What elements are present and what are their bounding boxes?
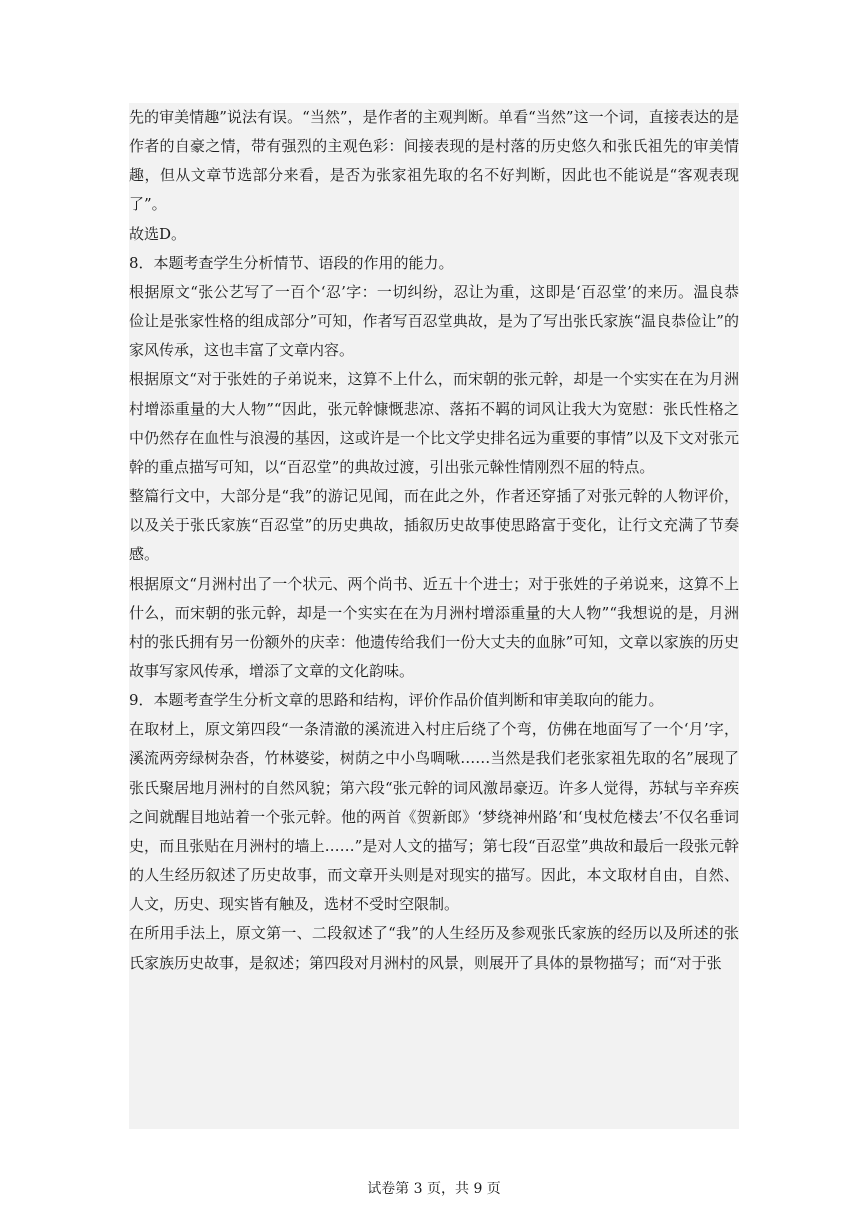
- question-heading: 9．本题考查学生分析文章的思路和结构，评价作品价值判断和审美取向的能力。: [129, 691, 664, 710]
- paragraph: 根据原文“月洲村出了一个状元、两个尚书、近五十个进士；对于张姓的子弟说来，这算不上什么，而宋朝的张元幹，却是一个实实在在为月洲村增添重量的大人物”“我想说的是，月洲村的张氏拥有另一份额外的庆幸：他遗传给我们一份大丈夫的血脉”可知，文章以家族的历史故事写家风传承，增添了文章的文化韵味。: [129, 574, 739, 680]
- paragraph: 在所用手法上，原文第一、二段叙述了“我”的人生经历及参观张氏家族的经历以及所述的张氏家族历史故事，是叙述；第四段对月洲村的风景，则展开了具体的景物描写；而“对于张: [129, 924, 739, 972]
- paragraph: 整篇行文中，大部分是“我”的游记见闻，而在此之外，作者还穿插了对张元幹的人物评价，以及关于张氏家族“百忍堂”的历史典故，插叙历史故事使思路富于变化，让行文充满了节奏感。: [129, 487, 739, 564]
- question-heading: 8．本题考查学生分析情节、语段的作用的能力。: [129, 253, 454, 272]
- answer-text-block: [129, 103, 739, 1129]
- paragraph: 先的审美情趣”说法有误。“当然”，是作者的主观判断。单看“当然”这一个词，直接表达的是作者的自豪之情，带有强烈的主观色彩：间接表现的是村落的历史悠久和张氏祖先的审美情趣，但从文章节选部分来看，是否为张家祖先取的名不好判断，因此也不能说是“客观表现了”。: [129, 108, 739, 214]
- paragraph: 根据原文“张公艺写了一百个‘忍’字：一切纠纷，忍让为重，这即是‘百忍堂’的来历。温良恭俭让是张家性格的组成部分”可知，作者写百忍堂典故，是为了写出张氏家族“温良恭俭让”的家风传承，这也丰富了文章内容。: [129, 282, 739, 360]
- page-footer: 试卷第 3 页，共 9 页: [367, 1181, 501, 1197]
- paragraph: 根据原文“对于张姓的子弟说来，这算不上什么，而宋朝的张元幹，却是一个实实在在为月洲村增添重量的大人物”“因此，张元幹慷慨悲凉、落拓不羁的词风让我大为宽慰：张氏性格之中仍然存在血性与浪漫的基因，这或许是一个比文学史排名远为重要的事情”以及下文对张元幹的重点描写可知，以“百忍堂”的典故过渡，引出张元榦性情刚烈不屈的特点。: [129, 370, 739, 476]
- paragraph: 在取材上，原文第四段“一条清澈的溪流进入村庄后绕了个弯，仿佛在地面写了一个‘月’字，溪流两旁绿树杂沓，竹林婆娑，树荫之中小鸟啁啾……当然是我们老张家祖先取的名”展现了张氏聚居地月洲村的自然风貌；第六段“张元幹的词风激昂豪迈。许多人觉得，苏轼与辛弃疾之间就醒目地站着一个张元幹。他的两首《贺新郎》‘梦绕神州路’和‘曳杖危楼去’不仅名垂词史，而且张贴在月洲村的墙上……”是对人文的描写；第七段“百忍堂”典故和最后一段张元幹的人生经历叙述了历史故事，而文章开头则是对现实的描写。因此，本文取材自由，自然、人文，历史、现实皆有触及，选材不受时空限制。: [129, 720, 739, 914]
- paragraph: 故选D。: [129, 224, 187, 243]
